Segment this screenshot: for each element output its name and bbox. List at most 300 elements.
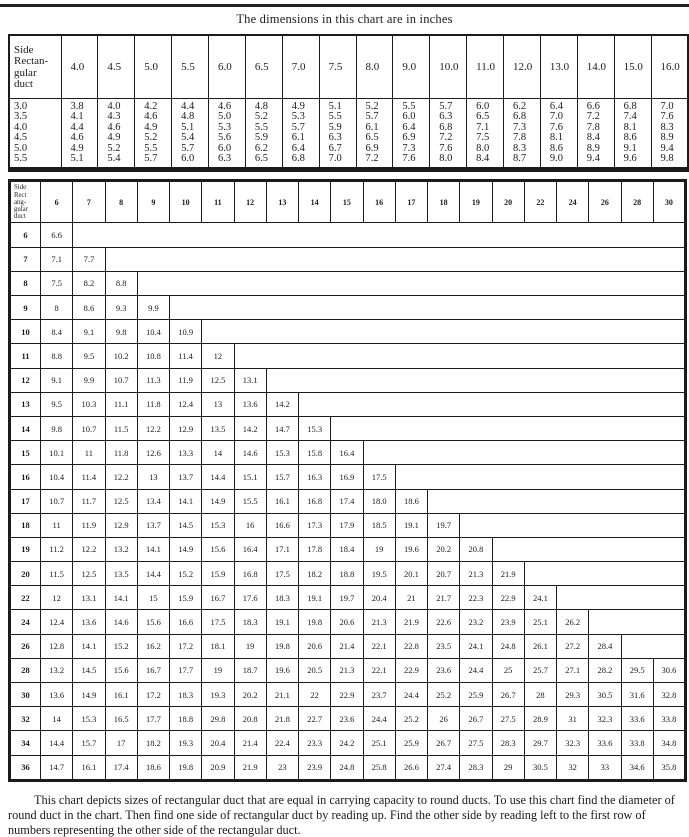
table1-value: 6.0 <box>402 111 416 123</box>
table2-cell: 26.6 <box>395 755 427 780</box>
table2-cell: 9.8 <box>41 416 73 440</box>
table2-empty-region <box>137 271 685 295</box>
table2-cell: 24.1 <box>460 634 492 658</box>
table1-value: 7.6 <box>439 142 453 154</box>
table2-row <box>10 441 686 465</box>
table1-value: 5.2 <box>107 142 121 154</box>
table2-cell: 14.5 <box>170 513 202 537</box>
table2-cell: 30.5 <box>589 683 621 707</box>
table1-value: 5.6 <box>218 132 232 144</box>
table2-cell: 15.3 <box>266 441 298 465</box>
table2-row <box>10 755 686 780</box>
table2-empty-region <box>524 562 685 586</box>
table2-cell: 11.4 <box>170 344 202 368</box>
table1-column-header: 8.0 <box>356 35 393 99</box>
table2-cell: 17.9 <box>331 513 363 537</box>
table2-cell: 25 <box>492 658 524 682</box>
table1-value: 9.6 <box>623 153 637 165</box>
table2-row <box>10 537 686 561</box>
table2-cell: 19.8 <box>299 610 331 634</box>
table2-cell: 17.1 <box>266 537 298 561</box>
table1-column-header: 13.0 <box>540 35 577 99</box>
table2-row-label: 16 <box>10 465 41 489</box>
table2-column-header: 6 <box>41 181 73 223</box>
table2-row <box>10 731 686 755</box>
table2-cell: 10.7 <box>41 489 73 513</box>
table2-cell: 20.4 <box>202 731 234 755</box>
table2-cell: 21.1 <box>266 683 298 707</box>
table2-cell: 21.9 <box>234 755 266 780</box>
table2-cell: 11.8 <box>137 392 169 416</box>
table2-cell: 15.2 <box>170 562 202 586</box>
table2-cell: 11 <box>73 441 105 465</box>
table2-row <box>10 562 686 586</box>
table1-value: 5.2 <box>144 132 158 144</box>
table2-cell: 17 <box>105 731 137 755</box>
table1-value: 7.2 <box>439 132 453 144</box>
table2-cell: 17.5 <box>266 562 298 586</box>
table1-value: 6.8 <box>513 111 527 123</box>
table1-value: 5.4 <box>181 132 195 144</box>
table2-cell: 24.4 <box>363 707 395 731</box>
table1-row-label: 4.5 <box>14 132 28 144</box>
table1-value: 7.6 <box>660 111 674 123</box>
table2-row-label: 10 <box>10 320 41 344</box>
table2-column-header: 22 <box>524 181 556 223</box>
table2-cell: 25.1 <box>363 731 395 755</box>
table2-cell: 20.8 <box>460 537 492 561</box>
table2-cell: 22 <box>299 683 331 707</box>
table2-cell: 25.1 <box>524 610 556 634</box>
table1-value: 5.5 <box>254 121 268 133</box>
table1-value: 5.7 <box>144 153 158 165</box>
table2-cell: 15.7 <box>73 731 105 755</box>
table2-cell: 15.3 <box>299 416 331 440</box>
table2-cell: 15.7 <box>266 465 298 489</box>
table2-cell: 18.8 <box>170 707 202 731</box>
table2-cell: 24.4 <box>395 683 427 707</box>
table1-value: 6.8 <box>291 153 305 165</box>
table2-cell: 21.3 <box>363 610 395 634</box>
table2-cell: 18.3 <box>234 610 266 634</box>
table2-row <box>10 586 686 610</box>
table1-value: 7.3 <box>513 121 527 133</box>
table2-cell: 20.5 <box>299 658 331 682</box>
table1-value: 4.4 <box>181 101 195 112</box>
table1-column-header: 14.0 <box>577 35 614 99</box>
round-duct-equivalents-table <box>8 179 687 781</box>
table2-cell: 25.2 <box>428 683 460 707</box>
table2-cell: 13 <box>202 392 234 416</box>
table1-cell <box>393 99 430 170</box>
table1-value: 6.1 <box>365 121 379 133</box>
table1-value: 6.2 <box>254 142 268 154</box>
table1-value: 8.7 <box>513 153 527 165</box>
table2-cell: 26.7 <box>428 731 460 755</box>
table2-cell: 24.1 <box>524 586 556 610</box>
table1-value: 8.0 <box>439 153 453 165</box>
table2-cell: 12.5 <box>105 489 137 513</box>
table2-cell: 21.8 <box>266 707 298 731</box>
table2-column-header: 19 <box>460 181 492 223</box>
table1-value: 6.8 <box>623 101 637 112</box>
table2-cell: 22.3 <box>460 586 492 610</box>
table1-value: 6.2 <box>513 101 527 112</box>
table1-column-header: 7.0 <box>282 35 319 99</box>
table2-row-label: 17 <box>10 489 41 513</box>
table2-cell: 13.1 <box>234 368 266 392</box>
table2-row-label: 26 <box>10 634 41 658</box>
table2-cell: 10.3 <box>73 392 105 416</box>
table2-column-header: 24 <box>557 181 589 223</box>
table2-cell: 17.6 <box>234 586 266 610</box>
table2-cell: 18.3 <box>266 586 298 610</box>
table1-value: 7.0 <box>549 111 563 123</box>
table2-row <box>10 368 686 392</box>
table1-column-header: 16.0 <box>651 35 688 99</box>
table2-cell: 12 <box>202 344 234 368</box>
table2-row <box>10 271 686 295</box>
table2-cell: 28.3 <box>460 755 492 780</box>
table2-cell: 12.9 <box>105 513 137 537</box>
table1-value: 9.1 <box>623 142 637 154</box>
table2-cell: 15.6 <box>137 610 169 634</box>
table2-cell: 8.8 <box>41 344 73 368</box>
table2-cell: 32.3 <box>557 731 589 755</box>
table2-cell: 27.2 <box>557 634 589 658</box>
table2-row <box>10 489 686 513</box>
table2-cell: 17.5 <box>363 465 395 489</box>
table2-cell: 16.1 <box>105 683 137 707</box>
table1-value: 6.4 <box>549 101 563 112</box>
table2-cell: 16.6 <box>170 610 202 634</box>
table2-cell: 28.4 <box>589 634 621 658</box>
table1-value: 7.0 <box>328 153 342 165</box>
table2-cell: 25.7 <box>524 658 556 682</box>
table1-cell <box>504 99 541 170</box>
table2-cell: 17.3 <box>299 513 331 537</box>
table2-row-label: 7 <box>10 247 41 271</box>
table2-cell: 34.8 <box>653 731 685 755</box>
table2-cell: 23.9 <box>299 755 331 780</box>
table2-cell: 16.8 <box>234 562 266 586</box>
table2-cell: 19.8 <box>170 755 202 780</box>
table2-cell: 19 <box>234 634 266 658</box>
table1-value: 7.5 <box>476 132 490 144</box>
table1-value: 9.4 <box>586 153 600 165</box>
table2-empty-region <box>73 223 686 247</box>
table2-cell: 26 <box>428 707 460 731</box>
table1-column-header: 10.0 <box>430 35 467 99</box>
table2-cell: 23.6 <box>331 707 363 731</box>
table1-value: 8.6 <box>623 132 637 144</box>
table1-column-header: 4.5 <box>98 35 135 99</box>
table2-cell: 17.5 <box>202 610 234 634</box>
table2-cell: 16.3 <box>299 465 331 489</box>
table2-empty-region <box>428 489 686 513</box>
table2-cell: 20.1 <box>395 562 427 586</box>
table2-cell: 19.3 <box>170 731 202 755</box>
table1-value: 4.9 <box>70 142 84 154</box>
table2-cell: 14.1 <box>137 537 169 561</box>
table2-cell: 13.7 <box>170 465 202 489</box>
table2-cell: 19.1 <box>395 513 427 537</box>
table1-column-header: 9.0 <box>393 35 430 99</box>
table2-cell: 9.5 <box>73 344 105 368</box>
table1-cell <box>467 99 504 170</box>
table2-cell: 28.3 <box>492 731 524 755</box>
table2-corner-label <box>10 181 41 223</box>
table1-column-header: 5.0 <box>135 35 172 99</box>
table2-cell: 28.9 <box>524 707 556 731</box>
table2-column-header: 20 <box>492 181 524 223</box>
table2-cell: 13.5 <box>202 416 234 440</box>
table2-cell: 15.3 <box>73 707 105 731</box>
table2-cell: 27.4 <box>428 755 460 780</box>
table2-cell: 19.1 <box>299 586 331 610</box>
table2-cell: 19.6 <box>266 658 298 682</box>
table1-value: 5.2 <box>365 101 379 112</box>
table2-cell: 26.7 <box>492 683 524 707</box>
table1-value: 5.9 <box>328 121 342 133</box>
table2-cell: 33.8 <box>621 731 653 755</box>
table2-cell: 22.1 <box>363 634 395 658</box>
table1-cell <box>577 99 614 170</box>
table2-cell: 9.3 <box>105 296 137 320</box>
table1-value: 5.4 <box>107 153 121 165</box>
table1-header-row <box>9 35 688 99</box>
table2-cell: 25.9 <box>395 731 427 755</box>
table2-cell: 23.6 <box>428 658 460 682</box>
table2-cell: 11.1 <box>105 392 137 416</box>
table1-cell <box>135 99 172 170</box>
table2-cell: 14.2 <box>234 416 266 440</box>
table1-value: 6.0 <box>181 153 195 165</box>
table1-cell <box>651 99 688 170</box>
table2-cell: 26.1 <box>524 634 556 658</box>
table2-cell: 18.4 <box>331 537 363 561</box>
table2-column-header: 8 <box>105 181 137 223</box>
table1-row-label: 5.5 <box>14 153 28 165</box>
table2-cell: 18.5 <box>363 513 395 537</box>
table2-row-label: 12 <box>10 368 41 392</box>
table2-column-header: 17 <box>395 181 427 223</box>
table2-cell: 9.5 <box>41 392 73 416</box>
table1-value: 5.1 <box>70 153 84 165</box>
table1-value: 8.3 <box>513 142 527 154</box>
table1-value: 6.5 <box>365 132 379 144</box>
table2-cell: 17.7 <box>170 658 202 682</box>
table2-cell: 24.8 <box>331 755 363 780</box>
table2-cell: 12.5 <box>202 368 234 392</box>
table2-cell: 14.4 <box>137 562 169 586</box>
table2-cell: 11.5 <box>41 562 73 586</box>
table2-cell: 22.6 <box>428 610 460 634</box>
table1-value: 7.6 <box>549 121 563 133</box>
table2-cell: 11.8 <box>105 441 137 465</box>
table1-value: 4.8 <box>181 111 195 123</box>
table2-row <box>10 392 686 416</box>
table2-cell: 13.6 <box>41 683 73 707</box>
table2-empty-region <box>492 537 686 561</box>
table1-value: 5.3 <box>218 121 232 133</box>
table2-cell: 32.8 <box>653 683 685 707</box>
table2-cell: 28.2 <box>589 658 621 682</box>
table2-cell: 11.7 <box>73 489 105 513</box>
table2-cell: 14.6 <box>234 441 266 465</box>
table2-cell: 17.7 <box>137 707 169 731</box>
table2-cell: 20.6 <box>299 634 331 658</box>
table2-cell: 29 <box>492 755 524 780</box>
table2-cell: 13.7 <box>137 513 169 537</box>
table2-cell: 14.9 <box>73 683 105 707</box>
table2-cell: 24.4 <box>460 658 492 682</box>
table2-cell: 33.8 <box>653 707 685 731</box>
table1-value: 7.2 <box>586 111 600 123</box>
table1-value: 5.5 <box>402 101 416 112</box>
table2-cell: 26.7 <box>460 707 492 731</box>
table2-cell: 14.4 <box>202 465 234 489</box>
table1-value: 7.6 <box>402 153 416 165</box>
table1-corner-line: duct <box>14 78 33 90</box>
table2-column-header: 10 <box>170 181 202 223</box>
table2-row <box>10 683 686 707</box>
table2-row-label: 18 <box>10 513 41 537</box>
table2-cell: 19.5 <box>363 562 395 586</box>
table2-cell: 14.9 <box>202 489 234 513</box>
table1-value: 7.2 <box>365 153 379 165</box>
table2-cell: 10.9 <box>170 320 202 344</box>
table1-value: 6.9 <box>402 132 416 144</box>
table2-column-header: 11 <box>202 181 234 223</box>
table2-cell: 20.7 <box>428 562 460 586</box>
table1-value: 4.6 <box>70 132 84 144</box>
table2-column-header: 28 <box>621 181 653 223</box>
table2-cell: 22.8 <box>395 634 427 658</box>
table2-cell: 14.1 <box>170 489 202 513</box>
table1-cell <box>245 99 282 170</box>
table2-cell: 12.5 <box>73 562 105 586</box>
table1-cell <box>209 99 246 170</box>
table2-cell: 14 <box>202 441 234 465</box>
chart-caption: This chart depicts sizes of rectangular duct that are equal in carrying capacity to round ducts. To use this chart find the diameter of round duct in the chart. Then find one side of rectangular duct by reading up. Find the other side by reading left to the first row of numbers representing the other side of the rectangular duct. <box>8 792 675 837</box>
table2-cell: 22.1 <box>363 658 395 682</box>
table2-row-label: 8 <box>10 271 41 295</box>
table2-cell: 14.1 <box>105 586 137 610</box>
chart-title: The dimensions in this chart are in inches <box>236 12 453 26</box>
table1-cell <box>540 99 577 170</box>
table2-row <box>10 634 686 658</box>
table2-cell: 18.0 <box>363 489 395 513</box>
table2-cell: 23.3 <box>299 731 331 755</box>
table2-cell: 29.3 <box>557 683 589 707</box>
table1-value: 7.0 <box>660 101 674 112</box>
table2-row <box>10 513 686 537</box>
table2-cell: 8.8 <box>105 271 137 295</box>
table2-cell: 21.3 <box>460 562 492 586</box>
table2-cell: 7.5 <box>41 271 73 295</box>
table1-value: 4.4 <box>70 121 84 133</box>
table1-value: 4.6 <box>144 111 158 123</box>
table2-row-label: 14 <box>10 416 41 440</box>
table2-cell: 30.6 <box>653 658 685 682</box>
table1-value: 8.4 <box>476 153 490 165</box>
table2-cell: 7.1 <box>41 247 73 271</box>
table2-cell: 22.4 <box>266 731 298 755</box>
table1-corner-line: Rectan- <box>14 55 49 67</box>
table2-cell: 17.4 <box>331 489 363 513</box>
table1-value: 4.0 <box>107 101 121 112</box>
table2-cell: 13.5 <box>105 562 137 586</box>
table1-corner-line: gular <box>14 66 37 79</box>
table2-cell: 28 <box>524 683 556 707</box>
table2-cell: 9.9 <box>137 296 169 320</box>
table2-cell: 29.5 <box>621 658 653 682</box>
table2-empty-region <box>202 320 686 344</box>
table2-cell: 33 <box>589 755 621 780</box>
table1-row-label: 5.0 <box>14 142 28 154</box>
table2-cell: 9.1 <box>73 320 105 344</box>
table2-cell: 11.9 <box>170 368 202 392</box>
table2-cell: 14.1 <box>73 634 105 658</box>
table1-value: 6.8 <box>439 121 453 133</box>
table2-cell: 23.7 <box>363 683 395 707</box>
table2-cell: 17.8 <box>299 537 331 561</box>
table2-cell: 23.9 <box>492 610 524 634</box>
table2-cell: 13.2 <box>41 658 73 682</box>
table2-empty-region <box>557 586 686 610</box>
table2-cell: 8 <box>41 296 73 320</box>
table2-cell: 32.3 <box>589 707 621 731</box>
table2-cell: 14.7 <box>41 755 73 780</box>
table1-value: 8.4 <box>586 132 600 144</box>
table2-cell: 18.2 <box>137 731 169 755</box>
table2-empty-region <box>589 610 686 634</box>
table1-column-header: 12.0 <box>504 35 541 99</box>
table2-cell: 16.5 <box>105 707 137 731</box>
table1-cell <box>172 99 209 170</box>
table2-cell: 21.9 <box>395 610 427 634</box>
table2-cell: 22.9 <box>492 586 524 610</box>
table1-value: 5.7 <box>181 142 195 154</box>
table2-cell: 8.6 <box>73 296 105 320</box>
table2-cell: 10.7 <box>105 368 137 392</box>
table2-cell: 21.4 <box>331 634 363 658</box>
table2-cell: 20.6 <box>331 610 363 634</box>
table2-cell: 15.5 <box>234 489 266 513</box>
table2-cell: 12.2 <box>73 537 105 561</box>
table2-cell: 19 <box>202 658 234 682</box>
table1-value: 7.8 <box>586 121 600 133</box>
table1-value: 4.9 <box>107 132 121 144</box>
table1-column-header: 4.0 <box>61 35 98 99</box>
table2-column-header: 26 <box>589 181 621 223</box>
table2-cell: 21.4 <box>234 731 266 755</box>
table2-cell: 20.2 <box>234 683 266 707</box>
table2-cell: 11.9 <box>73 513 105 537</box>
table2-cell: 20.9 <box>202 755 234 780</box>
table2-row <box>10 296 686 320</box>
table2-cell: 29.8 <box>202 707 234 731</box>
table2-corner-line: Side <box>14 184 27 192</box>
table1-value: 5.7 <box>291 121 305 133</box>
table1-value: 4.1 <box>70 111 84 123</box>
table2-cell: 10.2 <box>105 344 137 368</box>
table2-cell: 16.9 <box>331 465 363 489</box>
table2-cell: 10.7 <box>73 416 105 440</box>
table2-cell: 17.4 <box>105 755 137 780</box>
table1-value: 5.1 <box>181 121 195 133</box>
